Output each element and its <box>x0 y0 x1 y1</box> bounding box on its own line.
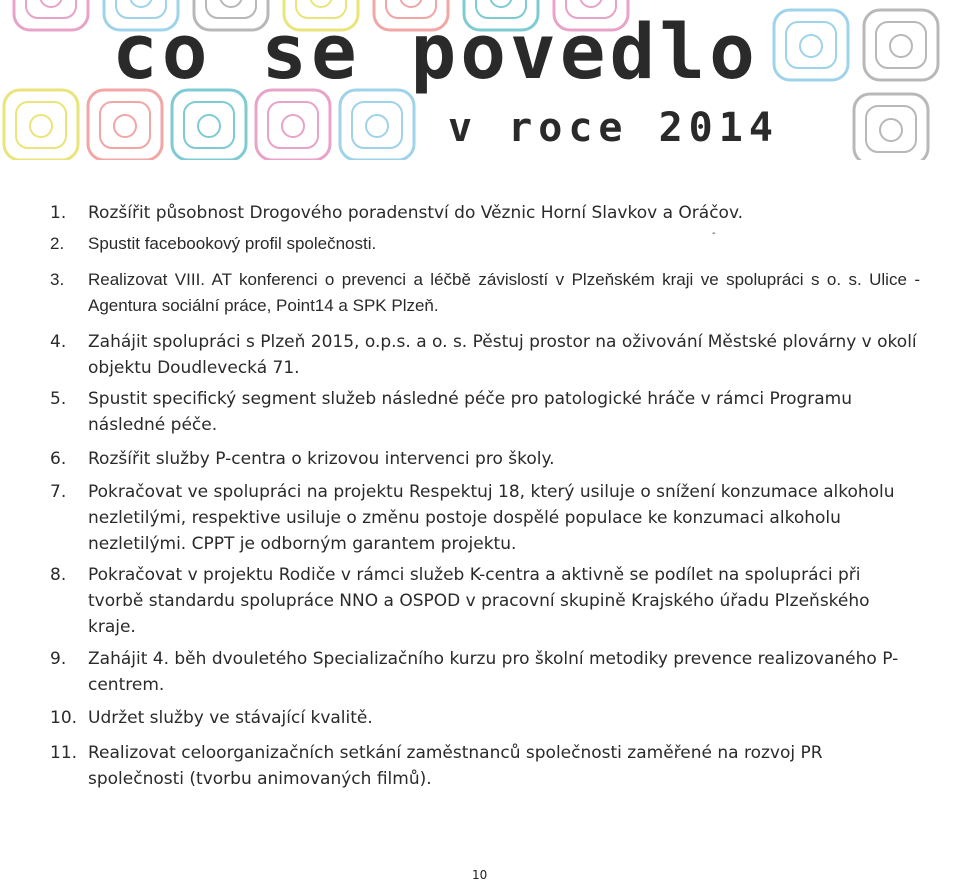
item-text: Pokračovat v projektu Rodiče v rámci služeb K-centra a aktivně se podílet na spolupráci při tvorbě standardu spolupráce NNO a OSPOD v pracovní skupině Krajského úřadu Plzeňského kraje. <box>88 565 870 637</box>
letter-tile <box>172 90 246 160</box>
item-number: 9. <box>50 649 67 669</box>
item-text: Udržet služby ve stávající kvalitě. <box>88 708 373 728</box>
item-number: 2. <box>50 234 65 253</box>
letter-tile <box>4 90 78 160</box>
item-text: Spustit specifický segment služeb následné péče pro patologické hráče v rámci Programu následné péče. <box>88 389 852 435</box>
item-text: Pokračovat ve spolupráci na projektu Respektuj 18, který usiluje o snížení konzumace alkoholu nezletilými, respektive usiluje o změnu postoje dospělé populace ke konzumaci alkoholu nezletilými. CPPT je odborným garantem projektu. <box>88 482 895 554</box>
letter-tile <box>256 90 330 160</box>
header-title: co se povedlo <box>112 7 759 96</box>
letter-tile <box>88 90 162 160</box>
list-item <box>50 329 920 381</box>
letter-tile <box>864 10 938 80</box>
item-number: 10. <box>50 708 78 728</box>
header-subtitle: v roce 2014 <box>448 105 779 151</box>
item-number: 3. <box>50 270 65 289</box>
item-text: Rozšířit služby P-centra o krizovou intervenci pro školy. <box>88 449 555 469</box>
list-item <box>50 231 920 257</box>
item-text: Zahájit 4. běh dvouletého Specializačního kurzu pro školní metodiky prevence realizovaného P-centrem. <box>88 649 899 695</box>
list-item <box>50 479 920 557</box>
list-item <box>50 267 920 319</box>
list-item <box>50 200 920 226</box>
letter-tile <box>854 94 928 160</box>
letter-tile <box>340 90 414 160</box>
item-number: 8. <box>50 565 67 585</box>
item-number: 1. <box>50 203 67 223</box>
item-text: Rozšířit působnost Drogového poradenství do Věznic Horní Slavkov a Oráčov. <box>88 203 744 223</box>
stray-mark: - <box>712 228 716 239</box>
item-number: 7. <box>50 482 67 502</box>
page-header <box>0 0 960 160</box>
item-number: 5. <box>50 389 67 409</box>
list-item <box>50 446 920 472</box>
list-item <box>50 705 920 731</box>
letter-tile <box>774 10 848 80</box>
list-item <box>50 562 920 640</box>
list-item <box>50 646 920 698</box>
item-number: 6. <box>50 449 67 469</box>
letter-tile <box>14 0 88 30</box>
list-item <box>50 740 920 792</box>
item-number: 4. <box>50 332 67 352</box>
list-item <box>50 386 920 438</box>
page-number: 10 <box>472 868 488 882</box>
item-number: 11. <box>50 743 78 763</box>
item-text: Zahájit spolupráci s Plzeň 2015, o.p.s. a o. s. Pěstuj prostor na oživování Městské plovárny v okolí objektu Doudlevecká 71. <box>88 332 917 378</box>
item-text: Spustit facebookový profil společnosti. <box>88 234 377 253</box>
item-text: Realizovat VIII. AT konferenci o prevenci a léčbě závislostí v Plzeňském kraji ve spolupráci s o. s. Ulice - Agentura sociální práce, Point14 a SPK Plzeň. <box>88 270 920 315</box>
item-text: Realizovat celoorganizačních setkání zaměstnanců společnosti zaměřené na rozvoj PR společnosti (tvorbu animovaných filmů). <box>88 743 823 789</box>
